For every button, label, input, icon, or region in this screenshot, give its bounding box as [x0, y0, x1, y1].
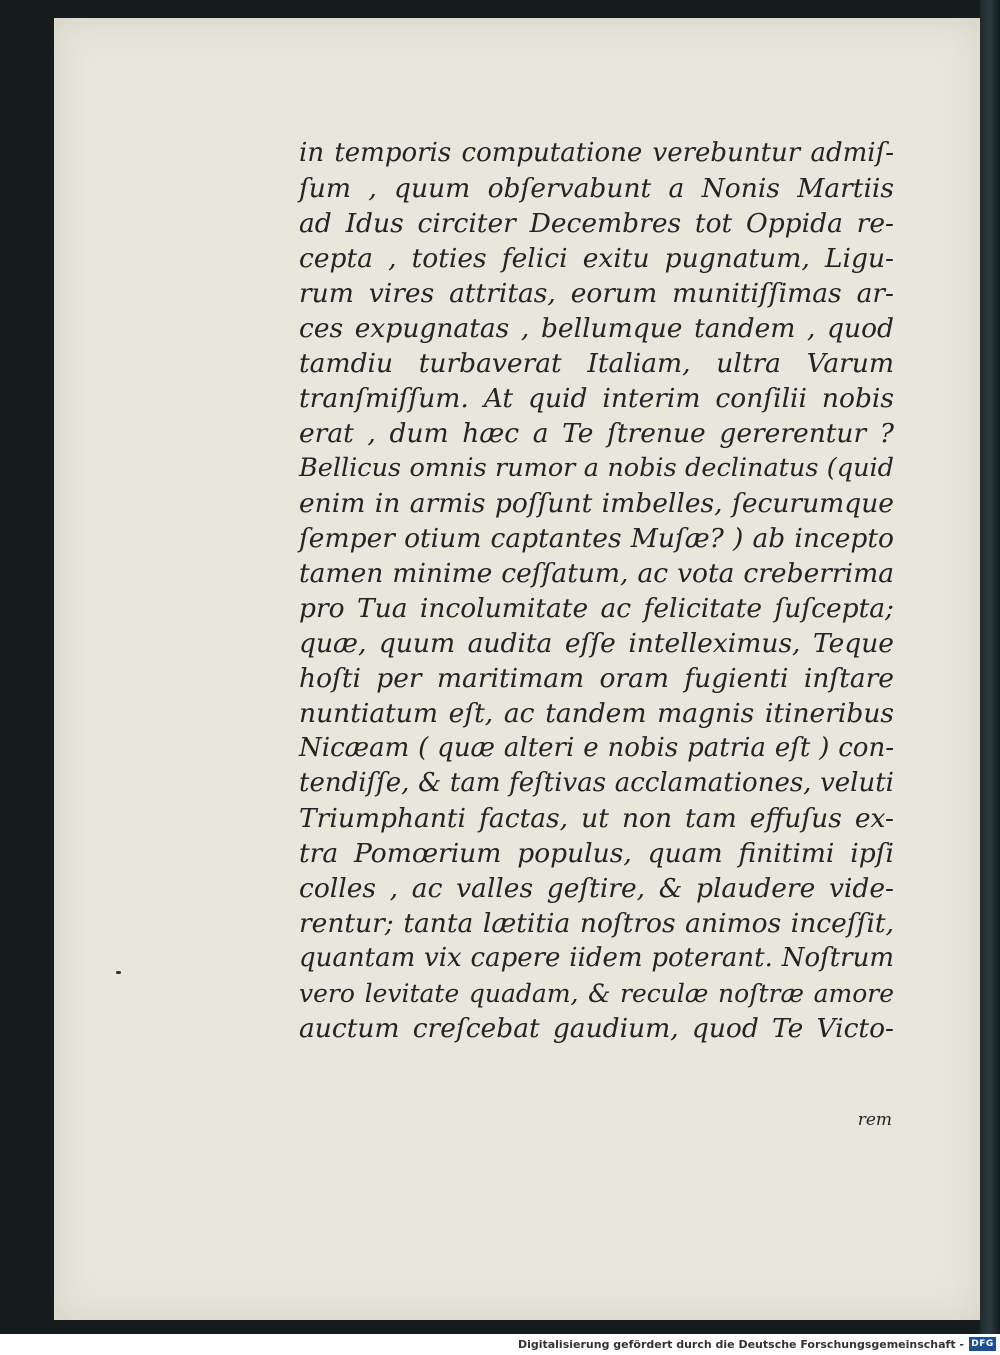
text-line: Triumphanti factas, ut non tam effuſus ex-: [299, 803, 894, 834]
book-edge: [980, 0, 1000, 1334]
text-line: quæ, quum audita eſſe intelleximus, Teque: [299, 628, 894, 659]
text-line: auctum creſcebat gaudium, quod Te Victo-: [299, 1013, 894, 1044]
text-line: colles , ac valles geſtire, & plaudere vide-: [299, 873, 894, 904]
text-line: tra Pomœrium populus, quam finitimi ipſi: [299, 838, 894, 869]
text-line: nuntiatum eſt, ac tandem magnis itineribus: [299, 698, 894, 729]
text-line: enim in armis poſſunt imbelles, ſecurumque: [299, 488, 894, 519]
text-line: Bellicus omnis rumor a nobis declinatus (quid: [299, 453, 894, 483]
text-line: rentur; tanta lætitia noſtros animos inceſſit,: [299, 908, 894, 939]
text-line: tranſmiſſum. At quid interim conſilii nobis: [299, 383, 894, 414]
text-line: erat , dum hæc a Te ſtrenue gererentur ?: [299, 418, 894, 449]
dfg-logo-icon[interactable]: DFG: [969, 1337, 996, 1351]
text-line: tamen minime ceſſatum, ac vota creberrima: [299, 558, 894, 589]
digitization-footer: [0, 1334, 1000, 1355]
text-line: ces expugnatas , bellumque tandem , quod: [299, 313, 894, 344]
text-line: pro Tua incolumitate ac felicitate ſuſcepta;: [299, 593, 894, 624]
body-text: [299, 136, 894, 1046]
text-line: vero levitate quadam, & reculæ noſtræ amore: [299, 979, 894, 1008]
funding-credit: Digitalisierung gefördert durch die Deutsche Forschungsgemeinschaft -: [517, 1338, 964, 1351]
text-line: ſemper otium captantes Muſæ? ) ab incepto: [299, 523, 894, 554]
text-line: tamdiu turbaverat Italiam, ultra Varum: [299, 348, 894, 379]
catchword: rem: [857, 1110, 892, 1130]
text-line: tendiſſe, & tam feſtivas acclamationes, veluti: [299, 768, 894, 798]
text-line: quantam vix capere iidem poterant. Noſtrum: [299, 943, 894, 973]
text-line: hoſti per maritimam oram fugienti inſtare: [299, 663, 894, 694]
text-line: rum vires attritas, eorum munitiſſimas ar-: [299, 278, 894, 309]
ink-speck: [116, 971, 121, 974]
text-line: cepta , toties felici exitu pugnatum, Ligu-: [299, 243, 894, 274]
text-line: Nicæam ( quæ alteri e nobis patria eſt ) con-: [299, 733, 894, 763]
text-line: ſum , quum obſervabunt a Nonis Martiis: [299, 173, 894, 204]
text-line: ad Idus circiter Decembres tot Oppida re-: [299, 208, 894, 239]
text-line: in temporis computatione verebuntur admiſ-: [299, 138, 894, 168]
